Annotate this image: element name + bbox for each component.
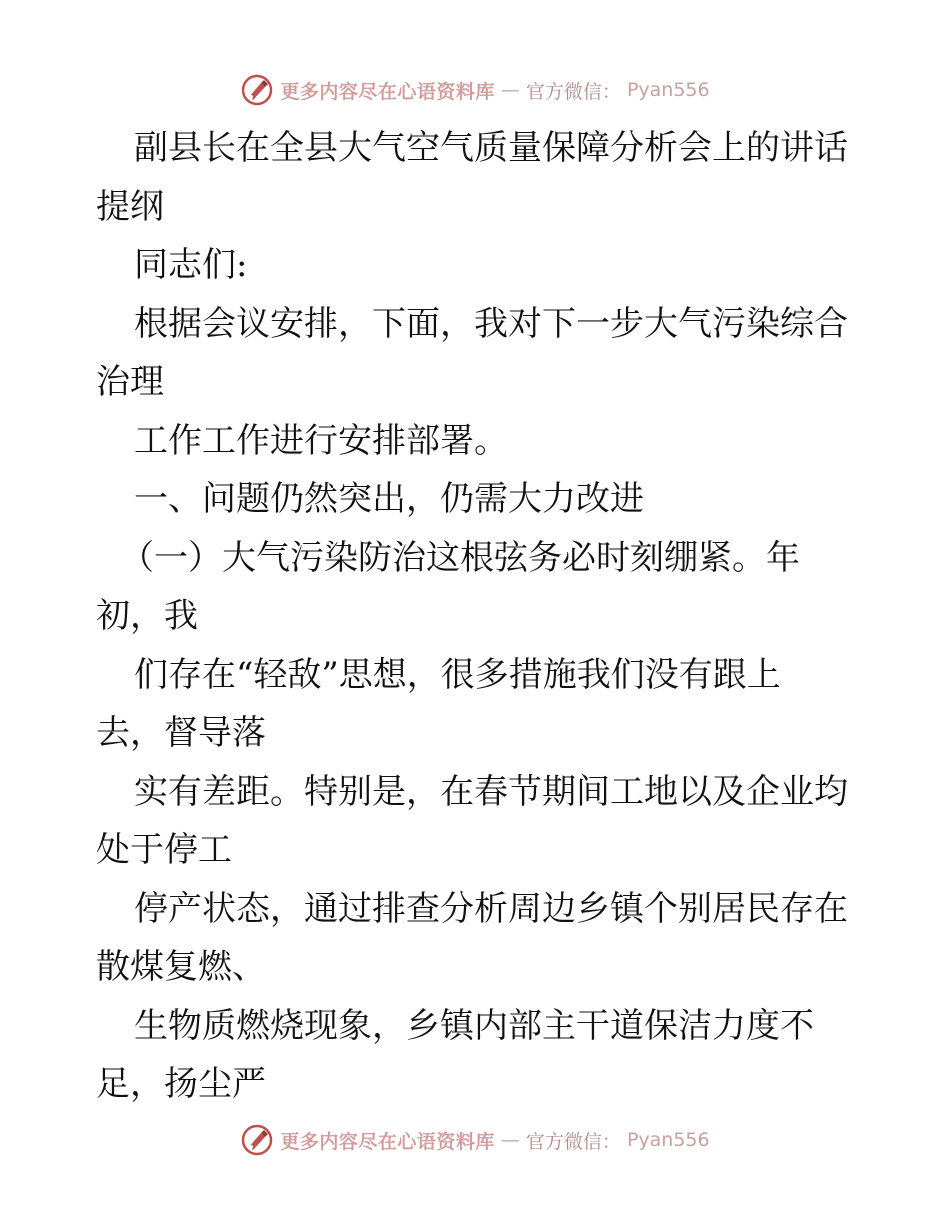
doc-line: 初，我: [96, 596, 198, 636]
doc-line: 根据会议安排，下面，我对下一步大气污染综合: [134, 303, 848, 344]
pen-nib-logo-icon: [240, 1123, 274, 1157]
banner-wechat-id: Pyan556: [626, 79, 710, 101]
doc-line: 工作工作进行安排部署。: [134, 420, 508, 461]
doc-line: 们存在“轻敌”思想，很多措施我们没有跟上: [134, 654, 781, 695]
doc-line: 足，扬尘严: [96, 1064, 266, 1104]
banner-wechat-label: 官方微信：: [525, 80, 621, 103]
doc-line: 治理: [96, 362, 164, 402]
doc-line: 停产状态，通过排查分析周边乡镇个别居民存在: [134, 888, 848, 929]
doc-subsection-heading: （一）大气污染防治这根弦务必时刻绷紧。年: [120, 537, 800, 578]
document-body: [96, 119, 866, 1114]
doc-line: 散煤复燃、: [96, 947, 266, 987]
header-banner: [0, 70, 950, 110]
pen-nib-logo-icon: [240, 73, 274, 107]
banner-text: 更多内容尽在心语资料库: [280, 1130, 495, 1153]
doc-title-line-1: 副县长在全县大气空气质量保障分析会上的讲话: [134, 128, 848, 168]
banner-wechat-id: Pyan556: [626, 1129, 710, 1151]
doc-line: 实有差距。特别是，在春节期间工地以及企业均: [134, 771, 848, 812]
footer-banner: [0, 1120, 950, 1160]
doc-line: 处于停工: [96, 830, 232, 870]
doc-section-heading: 一、问题仍然突出，仍需大力改进: [134, 479, 644, 519]
doc-line: 去，督导落: [96, 713, 266, 753]
doc-title-line-2: 提纲: [96, 186, 164, 227]
doc-line: 生物质燃烧现象，乡镇内部主干道保洁力度不: [134, 1005, 814, 1046]
doc-salutation: 同志们:: [134, 245, 248, 285]
banner-text: 更多内容尽在心语资料库: [280, 80, 495, 103]
banner-wechat-label: 官方微信：: [525, 1130, 621, 1153]
banner-dash: —: [500, 1129, 520, 1151]
banner-dash: —: [500, 79, 520, 101]
